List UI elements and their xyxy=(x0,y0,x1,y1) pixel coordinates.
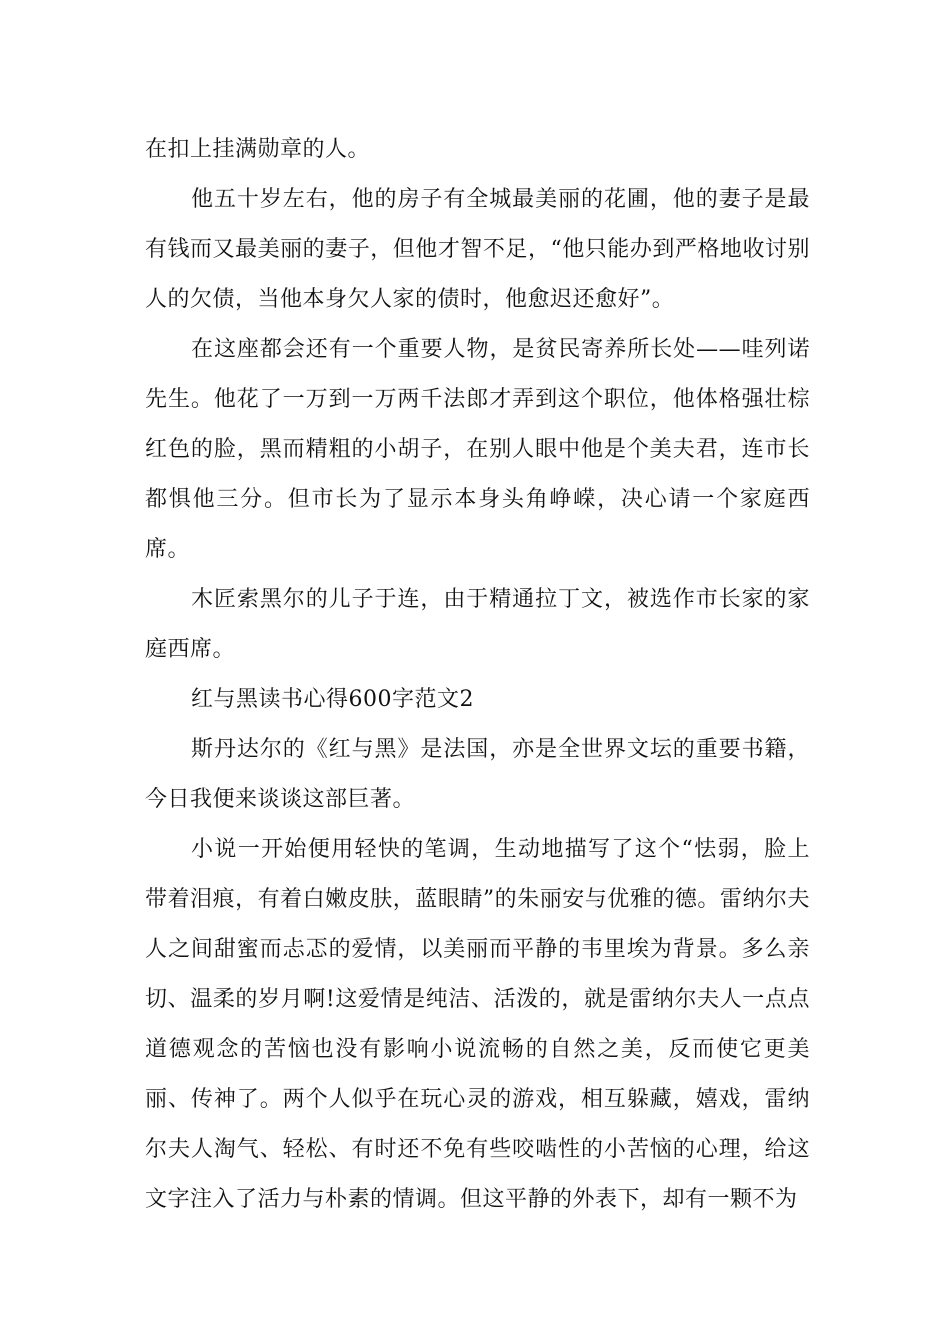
paragraph-julien: 木匠索黑尔的儿子于连，由于精通拉丁文，被选作市长家的家庭西席。 xyxy=(145,587,810,662)
paragraph-mayor-description: 他五十岁左右，他的房子有全城最美丽的花圃，他的妻子是最有钱而又最美丽的妻子，但他才智不足，“他只能办到严格地收讨别人的欠债，当他本身欠人家的债时，他愈迟还愈好”。 xyxy=(145,187,810,312)
paragraph-introduction: 斯丹达尔的《红与黑》是法国，亦是全世界文坛的重要书籍，今日我便来谈谈这部巨著。 xyxy=(145,737,810,812)
paragraph-valenod: 在这座都会还有一个重要人物，是贫民寄养所长处——哇列诺先生。他花了一万到一万两千法郎才弄到这个职位，他体格强壮棕红色的脸，黑而精粗的小胡子，在别人眼中他是个美夫君，连市长都惧他三分。但市长为了显示本身头角峥嵘，决心请一个家庭西席。 xyxy=(145,337,810,562)
paragraph-continuation: 在扣上挂满勋章的人。 xyxy=(145,137,371,162)
paragraph-novel-opening: 小说一开始便用轻快的笔调，生动地描写了这个“怯弱，脸上带着泪痕，有着白嫩皮肤，蓝眼睛”的朱丽安与优雅的德。雷纳尔夫人之间甜蜜而忐忑的爱情，以美丽而平静的韦里埃为背景。多么亲切、温柔的岁月啊!这爱情是纯洁、活泼的，就是雷纳尔夫人一点点道德观念的苦恼也没有影响小说流畅的自然之美，反而使它更美丽、传神了。两个人似乎在玩心灵的游戏，相互躲藏，嬉戏，雷纳尔夫人淘气、轻松、有时还不免有些咬啮性的小苦恼的心理，给这文字注入了活力与朴素的情调。但这平静的外表下，却有一颗不为 xyxy=(145,837,810,1212)
section-heading: 红与黑读书心得600字范文2 xyxy=(191,687,474,712)
